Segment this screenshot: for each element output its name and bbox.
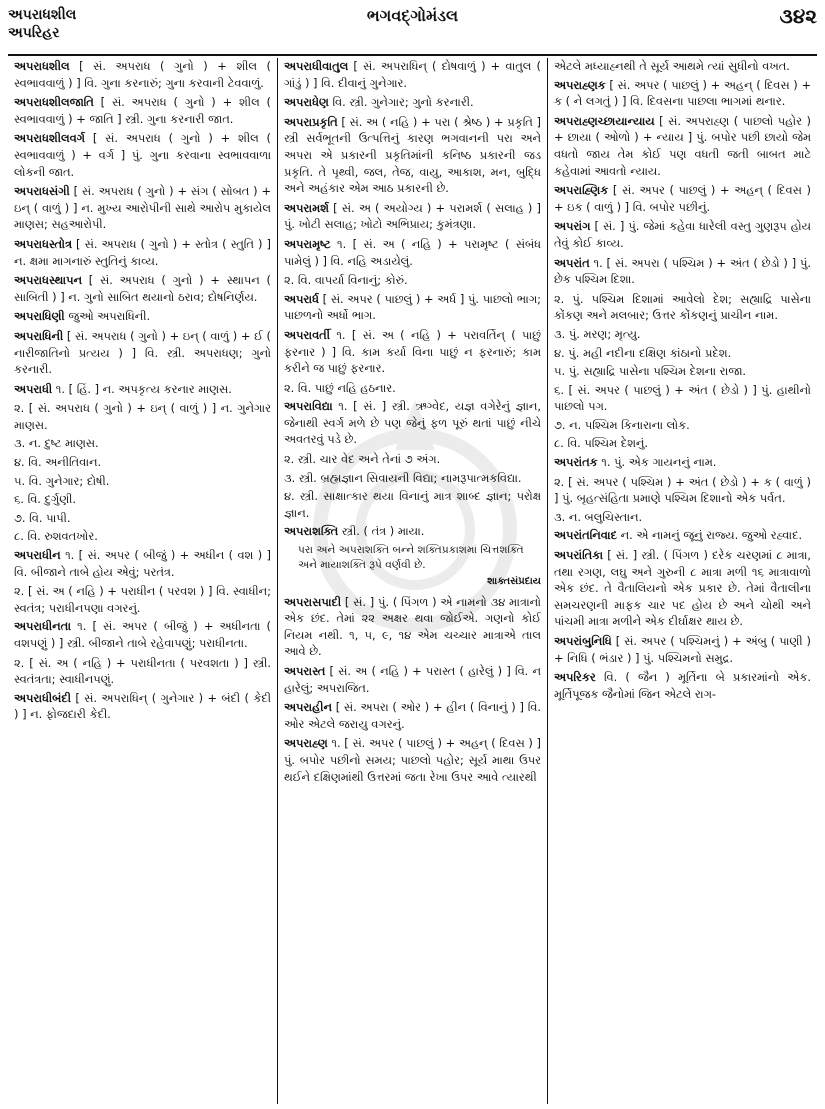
entry-definition: [ સં. અપરાધ ( ગુનો ) + સંગ ( સોબત ) + ઇન્ ( વાળું ) ] ન. મુખ્ય આરોપીની સાથે આરોપ મુકાયેલ માણસ; સહઆરોપી. xyxy=(14,184,271,232)
entry-headword: અપરાવિદ્યા xyxy=(284,399,333,414)
entry-headword: અપરાપ્રકૃતિ xyxy=(284,114,338,129)
entry-sense: ૮. વિ. રુશવતખોર. xyxy=(14,529,98,544)
page-header xyxy=(8,4,817,56)
entry-headword: અપરાહ્ણ xyxy=(284,736,328,751)
dictionary-entry xyxy=(14,547,271,580)
dictionary-entry xyxy=(14,58,271,91)
dictionary-entry xyxy=(554,633,811,666)
entry-definition: ૧. [ સં. અ ( નહિ ) + પરામૃષ્ટ ( સંબંધ પામેલું ) ] વિ. નહિ અડાયેલું. xyxy=(284,236,541,268)
entry-headword: અપરામૃષ્ટ xyxy=(284,236,331,251)
entry-headword: અપરાધશીલજાતિ xyxy=(14,95,94,110)
entry-headword: અપરાહ્ણિક xyxy=(554,183,609,198)
dictionary-entry xyxy=(14,94,271,127)
entry-sense: ૫. પું. સહ્યાદ્રિ પાસેના પશ્ચિમ દેશના રાજા. xyxy=(554,364,747,379)
entry-sense: ૭. વિ. પાપી. xyxy=(14,510,71,525)
entry-definition: [ સં. અ ( નહિ ) + પરા ( શ્રેષ્ઠ ) + પ્રકૃતિ ] સ્ત્રી સર્વભૂતની ઉત્પત્તિનું કારણ ભગવાનની પરા અને અપરા એ પ્રકારની પ્રકૃતિમાંની કનિષ્ઠ પ્રકારની જડ પ્રકૃતિ. તે પૃથ્વી, જલ, તેજ, વાયુ, આકાશ, મન, બુદ્ધિ અને અહંકાર એમ આઠ પ્રકારની છે. xyxy=(284,114,541,196)
dictionary-entry xyxy=(554,454,811,471)
dictionary-entry xyxy=(14,130,271,180)
dictionary-entry xyxy=(554,182,811,215)
entry-sense: ૪. પું. મહી નદીના દક્ષિણ કાંઠાનો પ્રદેશ. xyxy=(554,345,732,360)
entry-definition: ૧. [ હિં. ] ન. અપકૃત્ય કરનાર માણસ. xyxy=(52,381,232,396)
dictionary-entry xyxy=(284,398,541,448)
entry-sense: ૨. પું. પશ્ચિમ દિશામાં આવેલો દેશ; સહ્યાદ્રિ પાસેના કોંકણ અને મલબાર; ઉત્તર કોંકણનું પ્રાચીન નામ. xyxy=(554,291,811,323)
entry-headword: અપરાધી xyxy=(14,381,53,396)
entry-headword: અપરાહીન xyxy=(284,700,332,715)
dictionary-entry xyxy=(284,663,541,696)
dictionary-entry xyxy=(554,255,811,288)
quotation-source: શાક્તસંપ્રદાય xyxy=(487,576,541,588)
entry-headword: અપરાર્ધ xyxy=(284,291,319,306)
entry-sense: ૭. ન. પશ્ચિમ કિનારાના લોક. xyxy=(554,417,690,432)
entry-headword: અપરાધીનતા xyxy=(14,619,72,634)
entry-sense: ૨. [ સં. અ ( નહિ ) + પરાધીનતા ( પરવશતા ) ] સ્ત્રી. સ્વતંત્રતા; સ્વાધીનપણું. xyxy=(14,655,271,687)
dictionary-entry xyxy=(284,94,541,111)
page-number: ૩૪૨ xyxy=(779,4,817,28)
dictionary-entry xyxy=(14,272,271,305)
entry-headword: અપરાંત xyxy=(554,255,590,270)
guide-word-last: અપરિહર xyxy=(8,25,60,41)
entry-headword: અપરાસ્ત xyxy=(284,664,326,678)
entry-definition: ૧. [ સં. ] સ્ત્રી. ઋગ્વેદ, યજ્ઞ વગેરેનું જ્ઞાન, જેનાથી સ્વર્ગ મળે છે પણ જેનું ફળ પૂરું થતાં પાછું નીચે અવતરવું પડે છે. xyxy=(284,399,541,447)
dictionary-entry xyxy=(554,218,811,251)
entry-headword: અપરામર્શ xyxy=(284,200,329,215)
dictionary-entry xyxy=(284,114,541,197)
dictionary-entry xyxy=(284,327,541,377)
entry-definition: [ સં. અ ( નહિ ) + પરાસ્ત ( હારેલું ) ] વિ. ન હારેલું; અપરાજિત. xyxy=(284,664,541,695)
entry-definition: ન. એ નામનું જૂનું રાજ્ય. જુઓ રહ્વાદ. xyxy=(616,528,803,543)
entry-headword: અપરાંગ xyxy=(554,219,591,234)
dictionary-entry xyxy=(554,77,811,110)
entry-sense: ૬. [ સં. અપર ( પાછલું ) + અંત ( છેડો ) ] પું. હાથીનો પાછલો પગ. xyxy=(554,382,811,414)
entry-definition: [ સં. અપરાધ ( ગુનો ) + ઇન્ ( વાળું ) + ઈ ( નારીજાતિનો પ્રત્યય ) ] વિ. સ્ત્રી. અપરાધણ; ગુનો કરનારી. xyxy=(14,328,271,377)
entry-headword: અપરાધિણી xyxy=(14,309,65,324)
entry-definition: ૧. પું. એક ગાયનનું નામ. xyxy=(597,455,717,470)
entry-definition: ૧. [ સં. અ ( નહિ ) + પરાવર્તિન્ ( પાછું ફરનાર ) ] વિ. કામ કર્યા વિના પાછું ન ફરનારું; કામ કરીને જ પાછું ફરનાર. xyxy=(284,327,541,376)
entry-sense: ૨. વિ. પાછું નહિ હઠનાર. xyxy=(284,380,396,395)
column-middle xyxy=(277,58,547,1104)
dictionary-entry xyxy=(14,381,271,398)
dictionary-entry xyxy=(554,547,811,630)
entry-headword: અપરાધસ્થાપન xyxy=(14,273,82,288)
entry-headword: અપરાવર્તી xyxy=(284,327,330,342)
column-left xyxy=(8,58,277,1104)
guide-word-first: અપરાધશીલ xyxy=(8,7,77,23)
dictionary-entry xyxy=(554,669,811,702)
dictionary-entry xyxy=(284,236,541,269)
entry-sense: ૨. [ સં. અ ( નહિ ) + પરાધીન ( પરવશ ) ] વિ. સ્વાધીન; સ્વતંત્ર; પરાધીનપણા વગરનું. xyxy=(14,584,271,615)
dictionary-entry xyxy=(14,328,271,378)
entry-headword: અપરાધીન xyxy=(14,548,61,563)
entry-definition: [ સં. અપરાહ્ણ ( પાછલો પહોર ) + છાયા ( ઓળો ) + ન્યાય ] પું. બપોર પછી છાયો જેમ વધતો જાય તેમ કોઈ પણ વધતી જતી બાબત માટે કહેવામાં આવતો ન્યાય. xyxy=(554,113,811,178)
entry-headword: અપરાંતક xyxy=(554,455,598,470)
dictionary-entry xyxy=(284,523,541,540)
entry-definition: [ સં. અપર ( પશ્ચિમનું ) + અંબુ ( પાણી ) + નિધિ ( ભંડાર ) ] પું. પશ્ચિમનો સમુદ્ર. xyxy=(554,634,811,665)
entry-sense: ૪. વિ. અનીતિવાન. xyxy=(14,455,102,470)
entry-definition: [ સં. ] સ્ત્રી. ( પિંગળ ) દરેક ચરણમાં ૮ માત્રા, તથા રગણ, લઘુ અને ગુરુની ૮ માત્રા મળી ૧૬ માત્રાવાળો એક છંદ. તે વૈતાલિયનો એક પ્રકાર છે. તેમાં વૈતાલીના સમચરણની માફક ચાર પદ હોય છે અને ચોથી અને પાંચમી માત્રા મળીને એક દીર્ઘાક્ષર થાય છે. xyxy=(554,548,811,629)
entry-headword: અપરાંતિકા xyxy=(554,548,604,563)
entry-definition: [ સં. અપર ( પાછલું ) + અહન્ ( દિવસ ) + ક ( ને લગતું ) ] વિ. દિવસના પાછલા ભાગમાં થનાર. xyxy=(554,77,811,109)
entry-headword: અપરાધીબંદી xyxy=(14,690,71,705)
entry-headword: અપરિકર xyxy=(554,670,596,685)
dictionary-entry xyxy=(284,58,541,91)
entry-definition: [ સં. અપરા ( ઓર ) + હીન ( વિનાનું ) ] વિ. ઓર એટલે જરાયુ વગરનું. xyxy=(284,700,541,731)
dictionary-columns xyxy=(8,58,817,1104)
entry-headword: અપરાહ્ણચ્છાયાન્યાય xyxy=(554,113,655,128)
entry-definition: [ સં. અપરાધિન્ ( દોષવાળું ) + વાતુલ ( ગાંડું ) ] વિ. દીવાનું ગુનેગાર. xyxy=(284,59,541,90)
entry-headword: અપરાધેણ xyxy=(284,95,329,110)
entry-definition: વિ. સ્ત્રી. ગુનેગાર; ગુનો કરનારી. xyxy=(328,95,474,110)
dictionary-entry xyxy=(284,291,541,324)
entry-headword: અપરાંબુનિધિ xyxy=(554,634,612,648)
dictionary-entry xyxy=(14,690,271,723)
dictionary-entry xyxy=(284,594,541,660)
entry-sense: ૬. વિ. દુર્ગુણી. xyxy=(14,492,77,507)
entry-quotation: પરા અને અપરાશક્તિ બન્ને શક્તિપ્રકાશમાં ચિત્તશક્તિ અને માયાશક્તિ રૂપે વર્ણવી છે. xyxy=(298,544,524,572)
entry-sense: ૨. [ સં. અપરાધ ( ગુનો ) + ઇન્ ( વાળું ) ] ન. ગુનેગાર માણસ. xyxy=(14,401,271,432)
dictionary-entry xyxy=(14,618,271,651)
entry-sense: ૩. ન. દુષ્ટ માણસ. xyxy=(14,436,99,451)
entry-definition: [ સં. અપરાધ ( ગુનો ) + શીલ ( સ્વભાવવાળું ) + વર્ગ ] પું. ગુના કરવાના સ્વભાવવાળા લોકની જાત. xyxy=(14,131,271,179)
entry-definition: ૧. [ સં. અપર ( બીજું ) + અધીન ( વશ ) ] વિ. બીજાને તાબે હોય એવું; પરતંત્ર. xyxy=(14,548,271,579)
entry-sense: ૪. સ્ત્રી. સાક્ષાત્કાર થયા વિનાનું માત્ર શાબ્દ જ્ઞાન; પરોક્ષ જ્ઞાન. xyxy=(284,489,541,520)
entry-sense: ૩. ન. બલુચિસ્તાન. xyxy=(554,509,643,524)
dictionary-entry xyxy=(554,527,811,544)
entry-definition: ૧. [ સં. અપર ( પાછલું ) + અહન્ ( દિવસ ) ] પું. બપોર પછીનો સમય; પાછલો પહોર; સૂર્ય માથા ઉપર થઈને દક્ષિણમાંથી ઉત્તરમાં જતા રેખા ઉપર આવે ત્યારથી xyxy=(284,736,541,784)
entry-headword: અપરાહ્ણક xyxy=(554,77,606,92)
entry-headword: અપરાસપાદી xyxy=(284,594,342,609)
column-right xyxy=(547,58,817,1104)
entry-sense: ૩. પું. મરણ; મૃત્યુ. xyxy=(554,326,641,341)
entry-definition: સ્ત્રી. ( તંત્ર ) માયા. xyxy=(338,524,425,539)
entry-definition: ૧. [ સં. અપરા ( પશ્ચિમ ) + અંત ( છેડો ) ] પું. છેક પશ્ચિમ દિશા. xyxy=(554,255,811,287)
entry-definition: [ સં. અપરાધ ( ગુનો ) + શીલ ( સ્વભાવવાળું ) ] વિ. ગુના કરનારું; ગુના કરવાની ટેવવાળું. xyxy=(14,59,271,90)
entry-definition: [ સં. અ ( અયોગ્ય ) + પરામર્શ ( સલાહ ) ] પું. ખોટી સલાહ; ખોટો અભિપ્રાય; કુમંત્રણા. xyxy=(284,200,541,232)
dictionary-entry xyxy=(284,699,541,732)
entry-definition: વિ. ( જૈન ) મૂર્તિના બે પ્રકારમાંનો એક. મૂર્તિપૂજક જૈનોમાં જિન એટલે રાગ- xyxy=(554,670,811,701)
entry-headword: અપરાધશીલવર્ગ xyxy=(14,131,85,146)
dictionary-entry xyxy=(14,183,271,233)
dictionary-entry xyxy=(284,200,541,233)
entry-sense: ૨. [ સં. અપર ( પશ્ચિમ ) + અંત ( છેડો ) + ક ( વાળું ) ] પું. બૃહત્સંહિતા પ્રમાણે પશ્ચિમ દિશાનો એક પર્વત. xyxy=(554,474,811,506)
entry-definition: [ સં. ] પું. જેમાં કહેવા ધારેલી વસ્તુ ગુણરૂપ હોય તેવું કોઈ કાવ્ય. xyxy=(554,219,811,250)
entry-definition: [ સં. અપરાધિન્ ( ગુનેગાર ) + બંદી ( કેદી ) ] ન. ફોજદારી કેદી. xyxy=(14,690,271,722)
entry-headword: અપરાધિની xyxy=(14,328,64,343)
entry-sense: ૫. વિ. ગુનેગાર; દોષી. xyxy=(14,473,110,488)
entry-sense: ૨. વિ. વાપર્યા વિનાનું; કોરું. xyxy=(284,273,408,288)
entry-sense: એટલે મધ્યાહ્નથી તે સૂર્ય આથમે ત્યાં સુધીનો વખત. xyxy=(554,59,790,73)
dictionary-entry xyxy=(284,735,541,785)
entry-sense: ૩. સ્ત્રી. બ્રહ્મજ્ઞાન સિવાયની વિદ્યા; નામરૂપાત્મકવિદ્યા. xyxy=(284,470,522,485)
entry-sense: ૮. વિ. પશ્ચિમ દેશનું. xyxy=(554,436,648,451)
entry-headword: અપરાંતનિવાદ xyxy=(554,528,617,543)
entry-headword: અપરાશક્તિ xyxy=(284,524,339,539)
dictionary-entry xyxy=(554,113,811,179)
entry-headword: અપરાધસંગી xyxy=(14,184,70,199)
dictionary-entry xyxy=(14,236,271,269)
entry-definition: ૧. [ સં. અપર ( બીજું ) + અધીનતા ( વશપણું ) ] સ્ત્રી. બીજાને તાબે રહેવાપણું; પરાધીનતા. xyxy=(14,619,271,650)
entry-definition: [ સં. ] પું. ( પિંગળ ) એ નામનો ૩૪ માત્રાનો એક છંદ. તેમાં ૨૨ અક્ષર થવા જોઈએ. ગણનો કોઈ નિયમ નથી. ૧, ૫, ૯, ૧૪ એમ ચચ્ચાર માત્રાએ તાલ આવે છે. xyxy=(284,594,541,659)
entry-sense: ૨. સ્ત્રી. ચાર વેદ અને તેનાં ૭ અંગ. xyxy=(284,452,441,467)
entry-definition: [ સં. અપરાધ ( ગુનો ) + સ્થાપન ( સાબિતી ) ] ન. ગુનો સાબિત થયાનો ઠરાવ; દોષનિર્ણય. xyxy=(14,273,271,304)
entry-definition: [ સં. અપરાધ ( ગુનો ) + સ્તોત્ર ( સ્તુતિ ) ] ન. ક્ષમા માગનારું સ્તુતિનું કાવ્ય. xyxy=(14,236,271,268)
entry-definition: [ સં. અપર ( પાછલું ) + અર્ધ ] પું. પાછલો ભાગ; પાછળનો અર્ધો ભાગ. xyxy=(284,291,541,323)
entry-headword: અપરાધશીલ xyxy=(14,59,70,73)
entry-definition: જુઓ અપરાધિની. xyxy=(64,309,151,324)
entry-definition: [ સં. અપર ( પાછલું ) + અહન્ ( દિવસ ) + ઇક ( વાળું ) ] વિ. બપોર પછીનું. xyxy=(554,183,811,214)
entry-definition: [ સં. અપરાધ ( ગુનો ) + શીલ ( સ્વભાવવાળું ) + જાતિ ] સ્ત્રી. ગુના કરનારી જાત. xyxy=(14,95,271,126)
entry-headword: અપરાધીવાતુલ xyxy=(284,59,349,73)
dictionary-title: ભગવદ્ગોમંડલ xyxy=(366,6,459,25)
entry-headword: અપરાધસ્તોત્ર xyxy=(14,236,72,251)
dictionary-entry xyxy=(14,308,271,325)
